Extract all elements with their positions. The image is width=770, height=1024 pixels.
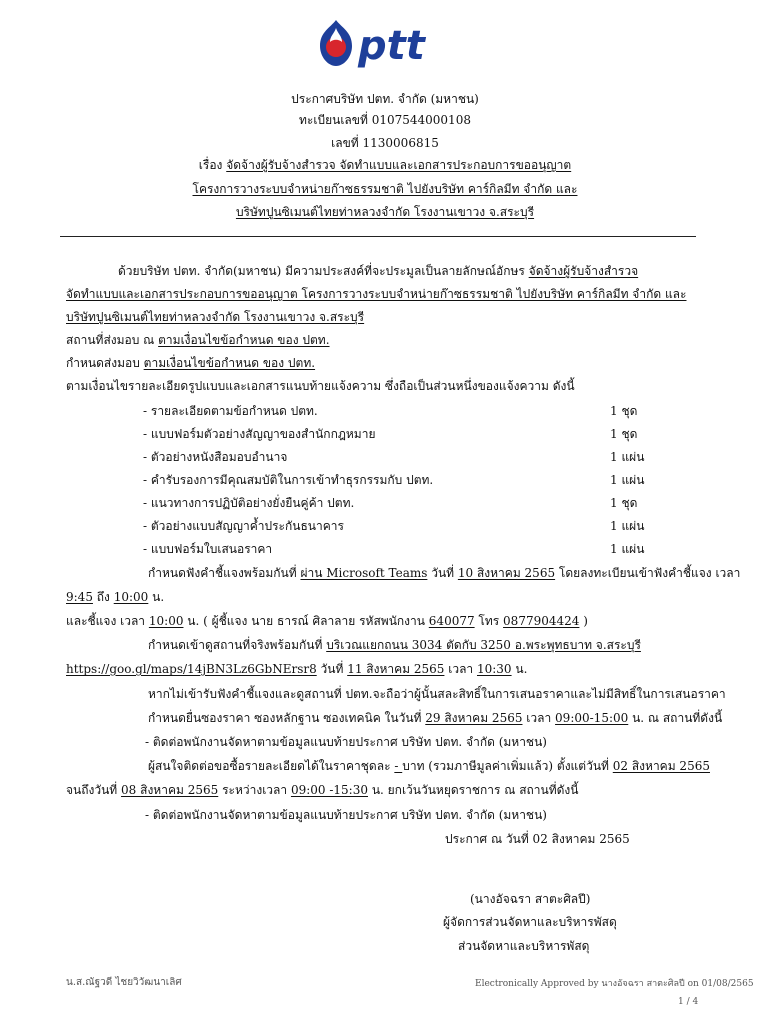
meeting-register-start: 9:45 bbox=[66, 590, 93, 604]
purchase-hours: 09:00 -15:30 bbox=[290, 783, 368, 797]
signatory-name: (นางอัจฉรา สาตะศิลปี) bbox=[470, 892, 591, 906]
page-number: 1 / 4 bbox=[678, 997, 699, 1007]
text: เวลา bbox=[522, 711, 556, 725]
purchase-line-1 bbox=[148, 759, 710, 773]
document-item-qty: 1 แผ่น bbox=[610, 473, 645, 487]
delivery-place-value: ตามเงื่อนไขข้อกำหนด ของ ปตท. bbox=[158, 333, 330, 347]
bid-time: 09:00-15:00 bbox=[555, 711, 629, 725]
document-item-name: - แบบฟอร์มตัวอย่างสัญญาของสำนักกฎหมาย bbox=[143, 427, 376, 441]
text: น. ยกเว้นวันหยุดราชการ ณ สถานที่ดังนี้ bbox=[368, 783, 579, 797]
contact-line-1: - ติดต่อพนักงานจัดหาตามข้อมูลแนบท้ายประกาศ บริษัท ปตท. จำกัด (มหาชน) bbox=[145, 735, 547, 749]
phone-number: 0877904424 bbox=[503, 614, 580, 628]
site-visit-line-2 bbox=[66, 662, 527, 676]
text: กำหนดเข้าดูสถานที่จริงพร้อมกันที่ bbox=[148, 638, 327, 652]
contact-line-2: - ติดต่อพนักงานจัดหาตามข้อมูลแนบท้ายประกาศ บริษัท ปตท. จำกัด (มหาชน) bbox=[145, 808, 547, 822]
document-number: เลขที่ 1130006815 bbox=[331, 136, 439, 150]
text: น. bbox=[148, 590, 165, 604]
site-visit-date: 11 สิงหาคม 2565 bbox=[347, 662, 445, 676]
site-visit-line-1 bbox=[148, 638, 641, 652]
text: กำหนดฟังคำชี้แจงพร้อมกันที่ bbox=[148, 566, 301, 580]
text: โทร bbox=[474, 614, 504, 628]
document-item-name: - คำรับรองการมีคุณสมบัติในการเข้าทำธุรกรรมกับ ปตท. bbox=[143, 473, 434, 487]
document-item-name: - แนวทางการปฏิบัติอย่างยั่งยืนคู่ค้า ปตท. bbox=[143, 496, 355, 510]
documents-intro: ตามเงื่อนไขรายละเอียดรูปแบบและเอกสารแนบท้ายแจ้งความ ซึ่งถือเป็นส่วนหนึ่งของแจ้งความ ดังนี้ bbox=[66, 379, 575, 393]
text: ถึง bbox=[92, 590, 114, 604]
text: น. bbox=[511, 662, 528, 676]
document-item-qty: 1 ชุด bbox=[610, 496, 638, 510]
document-item-qty: 1 แผ่น bbox=[610, 450, 645, 464]
meeting-register-end: 10:00 bbox=[113, 590, 149, 604]
text: เวลา bbox=[444, 662, 477, 676]
text: และชี้แจง เวลา bbox=[66, 614, 149, 628]
text: กำหนดยื่นซองราคา ซองหลักฐาน ซองเทคนิค ในวันที่ bbox=[148, 711, 426, 725]
ptt-logo bbox=[318, 14, 448, 72]
intro-line-2: จัดทำแบบและเอกสารประกอบการขออนุญาต โครงการวางระบบจำหน่ายก๊าซธรรมชาติ ไปยังบริษัท คาร์กิลมีท จำกัด และ bbox=[66, 287, 687, 301]
company-announcement-title: ประกาศบริษัท ปตท. จำกัด (มหาชน) bbox=[291, 92, 479, 106]
meeting-line-2 bbox=[66, 590, 164, 604]
purchase-line-2 bbox=[66, 783, 579, 797]
intro-line-3: บริษัทปูนซิเมนต์ไทยท่าหลวงจำกัด โรงงานเขาวง จ.สระบุรี bbox=[66, 310, 365, 324]
text: น. ( ผู้ชี้แจง นาย ธารณ์ ศิลาลาย รหัสพนักงาน bbox=[183, 614, 429, 628]
meeting-line-1 bbox=[148, 566, 740, 580]
intro-line-1 bbox=[118, 264, 638, 278]
text: วันที่ bbox=[316, 662, 348, 676]
meeting-line-3 bbox=[66, 614, 588, 628]
document-item-name: - ตัวอย่างแบบสัญญาค้ำประกันธนาคาร bbox=[143, 519, 344, 533]
text: จนถึงวันที่ bbox=[66, 783, 122, 797]
text: โดยลงทะเบียนเข้าฟังคำชี้แจง เวลา bbox=[555, 566, 741, 580]
delivery-due-label: กำหนดส่งมอบ bbox=[66, 356, 144, 370]
footer-prepared-by: น.ส.ณัฐวดี ไชยวิวัฒนาเลิศ bbox=[66, 977, 182, 988]
intro-text: ด้วยบริษัท ปตท. จำกัด(มหาชน) มีความประสงค์ที่จะประมูลเป็นลายลักษณ์อักษร bbox=[118, 264, 529, 278]
map-link[interactable]: https://goo.gl/maps/14jBN3Lz6GbNErsr8 bbox=[66, 662, 317, 676]
text: วันที่ bbox=[427, 566, 458, 580]
text: น. ณ สถานที่ดังนี้ bbox=[628, 711, 723, 725]
delivery-place bbox=[66, 333, 330, 347]
meeting-channel: ผ่าน Microsoft Teams bbox=[300, 566, 428, 580]
header-divider bbox=[60, 236, 696, 237]
footer-approval: Electronically Approved by นางอัจฉรา สาตะศิลปี on 01/08/2565 bbox=[475, 979, 754, 989]
registration-number: ทะเบียนเลขที่ 0107544000108 bbox=[299, 113, 471, 127]
delivery-due-value: ตามเงื่อนไขข้อกำหนด ของ ปตท. bbox=[143, 356, 316, 370]
delivery-place-label: สถานที่ส่งมอบ ณ bbox=[66, 333, 159, 347]
site-visit-time: 10:30 bbox=[476, 662, 512, 676]
text: บาท (รวมภาษีมูลค่าเพิ่มแล้ว) ตั้งแต่วันที่ bbox=[402, 759, 613, 773]
document-item-name: - แบบฟอร์มใบเสนอราคา bbox=[143, 542, 273, 556]
text: ) bbox=[579, 614, 588, 628]
document-item-name: - ตัวอย่างหนังสือมอบอำนาจ bbox=[143, 450, 288, 464]
signatory-title-1: ผู้จัดการส่วนจัดหาและบริหารพัสดุ bbox=[443, 915, 617, 929]
document-item-qty: 1 แผ่น bbox=[610, 519, 645, 533]
announcement-date: ประกาศ ณ วันที่ 02 สิงหาคม 2565 bbox=[445, 832, 630, 846]
subject-line-2: โครงการวางระบบจำหน่ายก๊าซธรรมชาติ ไปยังบริษัท คาร์กิลมีท จำกัด และ bbox=[192, 182, 578, 196]
document-item-name: - รายละเอียดตามข้อกำหนด ปตท. bbox=[143, 404, 318, 418]
employee-id: 640077 bbox=[428, 614, 475, 628]
subject-line-1 bbox=[0, 158, 770, 172]
site-location: บริเวณแยกถนน 3034 ตัดกับ 3250 อ.พระพุทธบาท จ.สระบุรี bbox=[326, 638, 641, 652]
bid-date: 29 สิงหาคม 2565 bbox=[425, 711, 523, 725]
subject-text-1: จัดจ้างผู้รับจ้างสำรวจ จัดทำแบบและเอกสารประกอบการขออนุญาต bbox=[226, 158, 572, 172]
meeting-time: 10:00 bbox=[148, 614, 184, 628]
bid-submission bbox=[148, 711, 722, 725]
document-item-qty: 1 ชุด bbox=[610, 427, 638, 441]
document-item-qty: 1 แผ่น bbox=[610, 542, 645, 556]
subject-line-3: บริษัทปูนซิเมนต์ไทยท่าหลวงจำกัด โรงงานเขาวง จ.สระบุรี bbox=[235, 205, 535, 219]
text: ระหว่างเวลา bbox=[218, 783, 291, 797]
text: ผู้สนใจติดต่อขอซื้อรายละเอียดได้ในราคาชุดละ bbox=[148, 759, 395, 773]
delivery-due bbox=[66, 356, 315, 370]
meeting-date: 10 สิงหาคม 2565 bbox=[457, 566, 556, 580]
ptt-wordmark: ptt bbox=[358, 23, 425, 69]
attendance-rule: หากไม่เข้ารับฟังคำชี้แจงและดูสถานที่ ปตท.จะถือว่าผู้นั้นสละสิทธิ์ในการเสนอราคาและไม่มีสิทธิ์ในการเสนอราคา bbox=[148, 687, 726, 701]
document-item-qty: 1 ชุด bbox=[610, 404, 638, 418]
signatory-title-2: ส่วนจัดหาและบริหารพัสดุ bbox=[458, 939, 590, 953]
subject-prefix: เรื่อง bbox=[198, 158, 227, 172]
document-price: - bbox=[394, 759, 403, 773]
purchase-end-date: 08 สิงหาคม 2565 bbox=[121, 783, 219, 797]
intro-subject: จัดจ้างผู้รับจ้างสำรวจ bbox=[528, 264, 639, 278]
purchase-start-date: 02 สิงหาคม 2565 bbox=[612, 759, 710, 773]
